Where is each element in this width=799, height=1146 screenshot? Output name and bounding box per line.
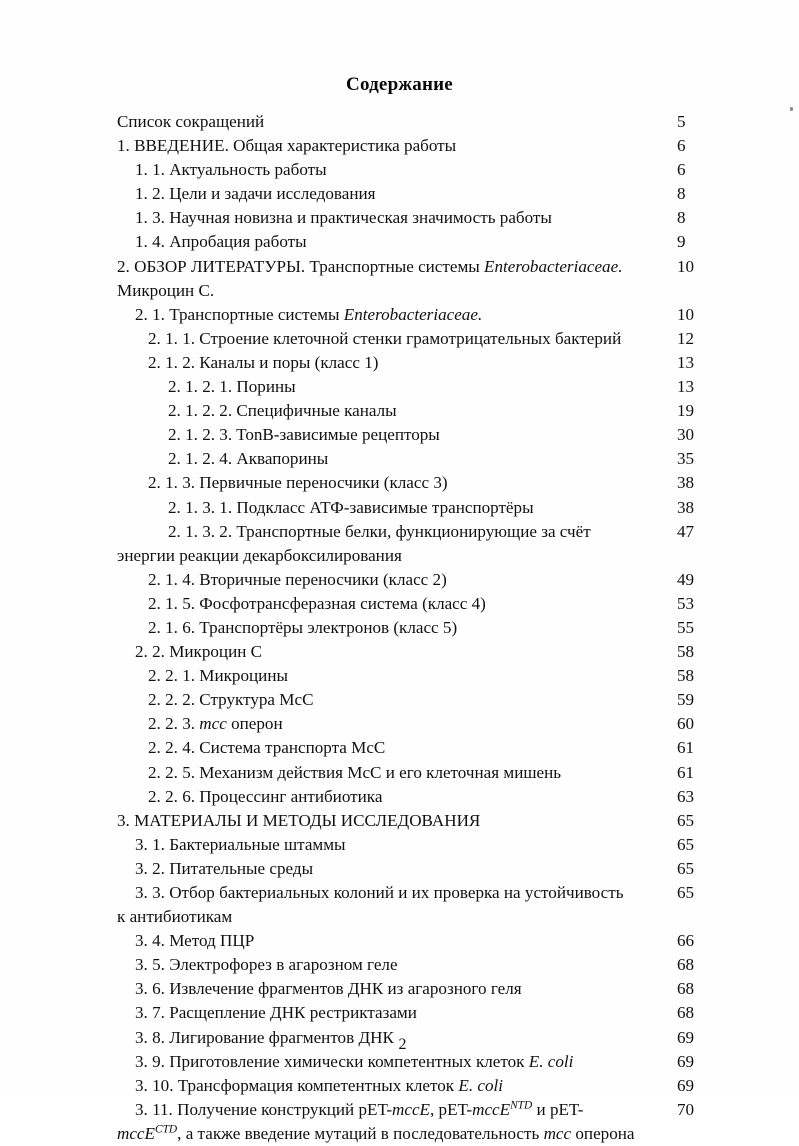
toc-entry-page-number: 30 — [677, 425, 695, 445]
toc-entry-page-number: 8 — [677, 184, 686, 204]
toc-entry-label: 2. 2. 2. Структура McC — [148, 690, 314, 710]
toc-entry-label: 1. 4. Апробация работы — [135, 232, 307, 252]
toc-entry-label: 3. 3. Отбор бактериальных колоний и их проверка на устойчивость — [135, 883, 624, 902]
toc-entry-label: 2. 2. 3. mcc оперон — [148, 714, 283, 734]
toc-entry-page-number: 12 — [677, 328, 695, 348]
toc-entry-label: 2. 1. 2. Каналы и поры (класс 1) — [148, 352, 379, 372]
toc-entry-label: 3. 6. Извлечение фрагментов ДНК из агарозного геля — [135, 979, 522, 999]
toc-entry-label: Микроцин С. — [117, 280, 215, 300]
toc-entry-label: 2. 1. Транспортные системы Enterobacteriaceae. — [135, 304, 483, 324]
toc-entry[interactable] — [117, 785, 703, 809]
page-title: Содержание — [346, 74, 453, 95]
toc-entry-page-number: 69 — [677, 1075, 695, 1095]
toc-entry-page-number: 6 — [677, 136, 686, 156]
table-of-contents — [117, 110, 703, 1146]
toc-entry-label: 3. 4. Метод ПЦР — [135, 931, 255, 951]
toc-entry-page-number: 8 — [677, 208, 686, 228]
toc-entry-page-number: 53 — [677, 593, 695, 613]
toc-entry-label: mccE$^{CTD}$, а также введение мутаций в последовательность mcc оперона — [117, 1123, 635, 1143]
toc-entry[interactable] — [117, 375, 703, 399]
toc-continuation-line — [117, 544, 703, 568]
toc-entry-label: 1. 3. Научная новизна и практическая значимость работы — [135, 208, 552, 228]
toc-entry-label: 2. 1. 4. Вторичные переносчики (класс 2) — [148, 569, 447, 589]
toc-entry-page-number: 13 — [677, 377, 695, 397]
toc-continuation-line — [117, 905, 703, 929]
toc-continuation-line — [117, 279, 703, 303]
toc-entry[interactable] — [117, 640, 703, 664]
toc-entry-label: Список сокращений — [117, 112, 265, 131]
toc-entry-page-number: 19 — [677, 401, 695, 421]
toc-entry[interactable] — [117, 496, 703, 520]
toc-entry[interactable] — [117, 399, 703, 423]
toc-entry-label: 2. 1. 3. 2. Транспортные белки, функционирующие за счёт — [168, 521, 591, 541]
toc-entry[interactable] — [117, 134, 703, 158]
toc-entry-label: 2. 1. 5. Фосфотрансферазная система (класс 4) — [148, 593, 486, 613]
toc-entry-page-number: 5 — [677, 112, 686, 131]
toc-entry-label: 2. 1. 1. Строение клеточной стенки грамотрицательных бактерий — [148, 328, 622, 348]
toc-entry[interactable] — [117, 110, 703, 134]
toc-entry[interactable] — [117, 592, 703, 616]
toc-entry[interactable] — [117, 568, 703, 592]
toc-entry-label: 2. 1. 3. Первичные переносчики (класс 3) — [148, 473, 448, 493]
toc-entry-label: 3. 8. Лигирование фрагментов ДНК — [135, 1027, 394, 1047]
toc-entry-page-number: 69 — [677, 1027, 695, 1047]
toc-entry-page-number: 68 — [677, 979, 695, 999]
toc-entry[interactable] — [117, 327, 703, 351]
toc-entry-page-number: 49 — [677, 569, 695, 589]
toc-entry-label: 2. 2. 5. Механизм действия McC и его клеточная мишень — [148, 762, 562, 782]
toc-entry[interactable] — [117, 664, 703, 688]
toc-entry-page-number: 47 — [677, 521, 695, 541]
toc-entry[interactable] — [117, 1074, 703, 1098]
toc-entry-page-number: 38 — [677, 497, 695, 517]
toc-entry-label: энергии реакции декарбоксилирования — [117, 545, 402, 565]
toc-entry-label: 1. 2. Цели и задачи исследования — [135, 184, 376, 204]
toc-entry[interactable] — [117, 688, 703, 712]
toc-entry-page-number: 61 — [677, 762, 695, 782]
toc-entry-label: 2. 1. 2. 1. Порины — [168, 377, 296, 397]
toc-entry-label: 2. 2. 1. Микроцины — [148, 666, 288, 686]
toc-entry-label: 2. 1. 2. 3. TonB-зависимые рецепторы — [168, 425, 440, 445]
toc-entry-page-number: 68 — [677, 955, 695, 975]
toc-entry[interactable] — [117, 736, 703, 760]
toc-entry-page-number: 35 — [677, 449, 695, 469]
toc-entry-page-number: 65 — [677, 834, 695, 854]
toc-entry-page-number: 10 — [677, 256, 695, 276]
toc-entry[interactable] — [117, 230, 703, 254]
scan-artifact-speck — [790, 107, 793, 111]
toc-entry-page-number: 59 — [677, 690, 695, 710]
toc-entry[interactable] — [117, 471, 703, 495]
toc-entry[interactable] — [117, 1098, 703, 1122]
toc-entry-label: 1. 1. Актуальность работы — [135, 160, 327, 180]
toc-entry-label: 2. 1. 2. 2. Специфичные каналы — [168, 401, 397, 421]
toc-entry-page-number: 60 — [677, 714, 695, 734]
toc-entry[interactable] — [117, 929, 703, 953]
toc-entry[interactable] — [117, 182, 703, 206]
toc-continuation-line — [117, 1122, 703, 1146]
toc-entry[interactable] — [117, 351, 703, 375]
toc-entry[interactable] — [117, 857, 703, 881]
toc-entry[interactable] — [117, 833, 703, 857]
toc-entry-label: 3. 2. Питательные среды — [135, 858, 314, 878]
toc-entry-page-number: 63 — [677, 786, 695, 806]
toc-entry-page-number: 65 — [677, 810, 695, 830]
toc-entry-label: 3. 1. Бактериальные штаммы — [135, 834, 346, 854]
toc-entry[interactable] — [117, 447, 703, 471]
toc-entry-label: 3. 11. Получение конструкций pET-mccE, pET-mccE$^{NTD}$ и pET- — [135, 1099, 584, 1119]
toc-entry-label: 2. 2. 6. Процессинг антибиотика — [148, 786, 383, 806]
page-folio-number — [0, 1036, 799, 1054]
toc-entry-page-number: 38 — [677, 473, 695, 493]
toc-entry-label: 2. 1. 6. Транспортёры электронов (класс 5) — [148, 617, 458, 637]
toc-entry[interactable] — [117, 206, 703, 230]
toc-entry[interactable] — [117, 809, 703, 833]
toc-entry[interactable] — [117, 255, 703, 279]
toc-entry-label: 2. 2. 4. Система транспорта McC — [148, 738, 386, 758]
toc-entry-page-number: 10 — [677, 304, 695, 324]
toc-entry[interactable] — [117, 423, 703, 447]
toc-entry-page-number: 55 — [677, 617, 695, 637]
toc-entry-label: 1. ВВЕДЕНИЕ. Общая характеристика работы — [117, 136, 457, 156]
toc-entry[interactable] — [117, 1001, 703, 1025]
toc-entry-label: 3. МАТЕРИАЛЫ И МЕТОДЫ ИССЛЕДОВАНИЯ — [117, 810, 481, 830]
toc-entry[interactable] — [117, 977, 703, 1001]
toc-entry-label: 2. 1. 2. 4. Аквапорины — [168, 449, 329, 469]
toc-entry-page-number: 65 — [677, 883, 695, 902]
toc-entry-label: к антибиотикам — [117, 907, 233, 927]
toc-entry[interactable] — [117, 158, 703, 182]
toc-entry-label: 2. ОБЗОР ЛИТЕРАТУРЫ. Транспортные системы Enterobacteriaceae. — [117, 256, 623, 276]
toc-entry[interactable] — [117, 616, 703, 640]
toc-entry-label: 2. 2. Микроцин С — [135, 642, 263, 662]
folio-value: 2 — [398, 1036, 407, 1053]
toc-entry-label: 2. 1. 3. 1. Подкласс АТФ-зависимые транспортёры — [168, 497, 534, 517]
toc-entry-page-number: 58 — [677, 666, 695, 686]
toc-entry[interactable] — [117, 953, 703, 977]
toc-entry-page-number: 66 — [677, 931, 695, 951]
toc-entry[interactable] — [117, 712, 703, 736]
toc-entry-page-number: 68 — [677, 1003, 695, 1023]
toc-entry-page-number: 58 — [677, 642, 695, 662]
toc-entry-page-number: 9 — [677, 232, 686, 252]
toc-entry-label: 3. 7. Расщепление ДНК рестриктазами — [135, 1003, 417, 1023]
toc-entry-label: 3. 10. Трансформация компетентных клеток E. coli — [135, 1075, 503, 1095]
toc-entry-page-number: 13 — [677, 352, 695, 372]
toc-entry-page-number: 65 — [677, 858, 695, 878]
toc-entry-page-number: 69 — [677, 1051, 695, 1071]
toc-entry[interactable] — [117, 761, 703, 785]
toc-entry[interactable] — [117, 520, 703, 544]
toc-entry-label: 3. 9. Приготовление химически компетентных клеток E. coli — [135, 1051, 574, 1071]
toc-entry-page-number: 6 — [677, 160, 686, 180]
toc-entry-page-number: 70 — [677, 1099, 695, 1119]
toc-entry[interactable] — [117, 881, 703, 905]
toc-entry[interactable] — [117, 303, 703, 327]
toc-entry-page-number: 61 — [677, 738, 695, 758]
toc-entry-label: 3. 5. Электрофорез в агарозном геле — [135, 955, 398, 975]
